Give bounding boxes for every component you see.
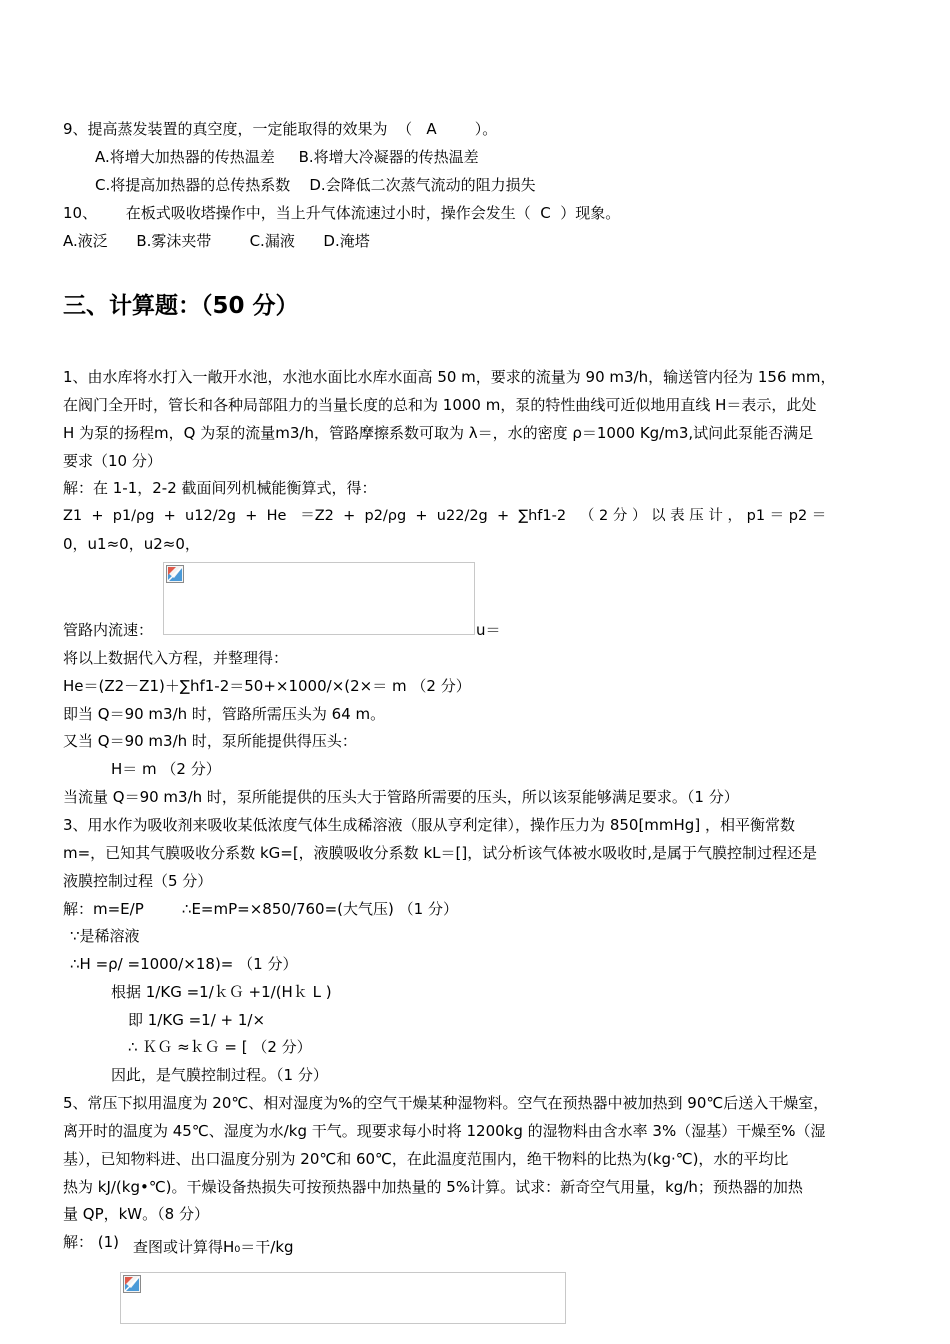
p5-line-4: 热为 kJ/(kg•℃)。干燥设备热损失可按预热器中加热量的 5%计算。试求：新奇空气用量，kg/h；预热器的加热 (63, 1178, 803, 1196)
q9-options-ab: A.将增大加热器的传热温差 B.将增大冷凝器的传热温差 (95, 148, 479, 166)
p5-solution-1-text: 查图或计算得H₀＝干/kg (133, 1238, 294, 1256)
p5-solution-1-label: 解： (1) (63, 1233, 120, 1251)
broken-image (120, 1272, 566, 1324)
p1-solution-4-label: 管路内流速： (63, 621, 154, 639)
p5-line-1: 5、常压下拟用温度为 20℃、相对湿度为%的空气干燥某种湿物料。空气在预热器中被加热到 90℃后送入干燥室， (63, 1094, 829, 1112)
p1-line-4: 要求（10 分） (63, 452, 162, 470)
q9-stem: 9、提高蒸发装置的真空度，一定能取得的效果为 （ A ）。 (63, 120, 498, 138)
broken-image (163, 562, 475, 635)
p3-solution-5: 即 1/KG =1/ + 1/× (128, 1011, 266, 1029)
p3-solution-1: 解：m=E/P ∴E=mP=×850/760=(大气压) （1 分） (63, 900, 458, 918)
p3-solution-6: ∴ ＫＧ ≈ｋＧ = [ （2 分） (128, 1038, 312, 1056)
p1-solution-2: Z1 + p1/ρg + u12/2g + He ＝Z2 + p2/ρg + u22/2g + ∑hf1-2 （ 2 分 ） 以 表 压 计 ， p1 ＝ p2 ＝ (63, 508, 827, 524)
p1-line-2: 在阀门全开时，管长和各种局部阻力的当量长度的总和为 1000 m，泵的特性曲线可近似地用直线 H＝表示，此处 (63, 396, 817, 414)
p1-solution-6: He＝(Z2－Z1)＋∑hf1-2＝50+×1000/×(2×＝ m （2 分） (63, 677, 471, 695)
p1-solution-4-tail: u＝ (476, 621, 501, 639)
p1-solution-1: 解：在 1-1，2-2 截面间列机械能衡算式，得： (63, 479, 377, 497)
p3-line-3: 液膜控制过程（5 分） (63, 872, 213, 890)
q10-stem: 10、 在板式吸收塔操作中，当上升气体流速过小时，操作会发生（ C ）现象。 (63, 204, 621, 222)
p3-solution-3: ∴H =ρ/ =1000/×18)= （1 分） (70, 955, 298, 973)
p1-solution-10: 当流量 Q＝90 m3/h 时，泵所能提供的压头大于管路所需要的压头，所以该泵能够满足要求。（1 分） (63, 788, 739, 806)
p3-solution-7: 因此，是气膜控制过程。（1 分） (111, 1066, 328, 1084)
p3-line-2: m=，已知其气膜吸收分系数 kG=[，液膜吸收分系数 kL＝[]，试分析该气体被水吸收时,是属于气膜控制过程还是 (63, 844, 817, 862)
broken-image-icon (123, 1275, 141, 1293)
p3-line-1: 3、用水作为吸收剂来吸收某低浓度气体生成稀溶液（服从亨利定律），操作压力为 850[mmHg] ，相平衡常数 (63, 816, 795, 834)
p3-solution-2: ∵是稀溶液 (70, 927, 140, 945)
p1-line-1: 1、由水库将水打入一敞开水池，水池水面比水库水面高 50 m，要求的流量为 90 m3/h，输送管内径为 156 mm， (63, 368, 836, 386)
p1-solution-9: H＝ m （2 分） (111, 760, 221, 778)
broken-image-icon (166, 565, 184, 583)
p1-line-3: H 为泵的扬程m，Q 为泵的流量m3/h，管路摩擦系数可取为 λ＝，水的密度 ρ＝1000 Kg/m3,试问此泵能否满足 (63, 424, 814, 442)
section-title: 三、计算题：（50 分） (63, 293, 299, 319)
p3-solution-4: 根据 1/KG =1/ｋＧ +1/(Hｋ L ) (111, 983, 332, 1001)
p1-solution-8: 又当 Q＝90 m3/h 时，泵所能提供得压头： (63, 732, 357, 750)
p5-line-5: 量 QP，kW。（8 分） (63, 1205, 209, 1223)
p1-solution-3: 0，u1≈0，u2≈0， (63, 535, 200, 553)
p5-line-2: 离开时的温度为 45℃、湿度为水/kg 干气。现要求每小时将 1200kg 的湿物料由含水率 3%（湿基）干燥至%（湿 (63, 1122, 826, 1140)
p1-solution-5: 将以上数据代入方程，并整理得： (63, 649, 289, 667)
p5-line-3: 基），已知物料进、出口温度分别为 20℃和 60℃，在此温度范围内，绝干物料的比热为(kg·℃)，水的平均比 (63, 1150, 789, 1168)
q10-options: A.液泛 B.雾沫夹带 C.漏液 D.淹塔 (63, 232, 370, 250)
q9-options-cd: C.将提高加热器的总传热系数 D.会降低二次蒸气流动的阻力损失 (95, 176, 536, 194)
p1-solution-7: 即当 Q＝90 m3/h 时，管路所需压头为 64 m。 (63, 705, 386, 723)
